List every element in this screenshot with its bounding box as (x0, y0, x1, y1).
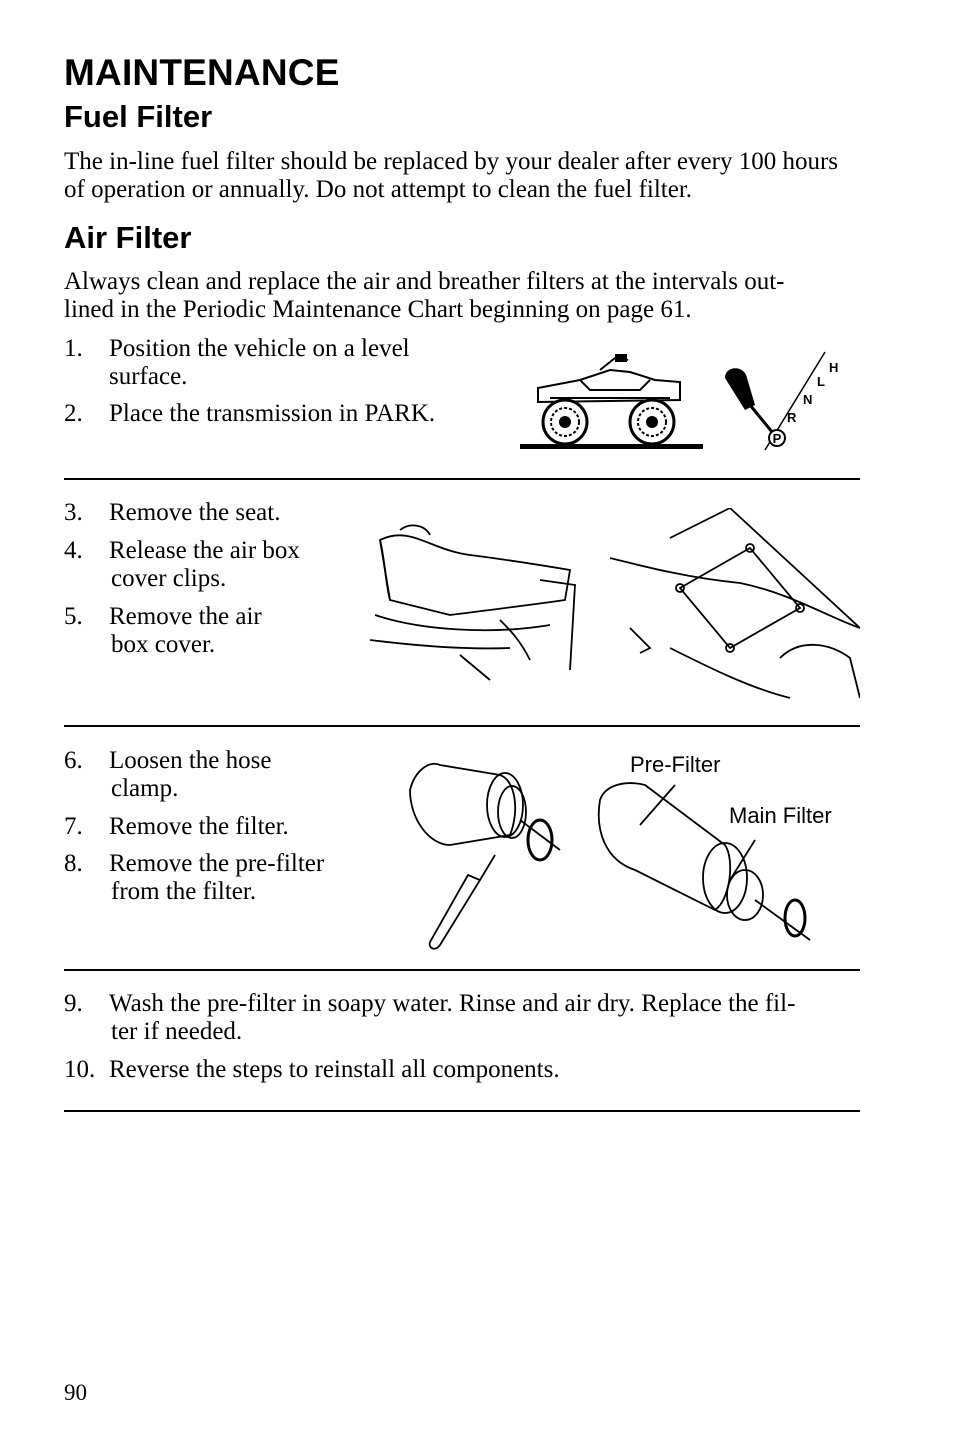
step-text: surface. (109, 363, 188, 390)
step-number: 4. (64, 537, 83, 564)
step-number: 10. (64, 1056, 96, 1083)
step-text: Remove the air (109, 603, 262, 630)
pre-filter-main-filter-illustration (585, 770, 815, 950)
step-number: 1. (64, 335, 83, 362)
step-text: box cover. (111, 631, 216, 658)
hose-clamp-screwdriver-illustration (400, 750, 570, 955)
air-filter-title: Air Filter (64, 220, 192, 255)
shifter-label-l: L (817, 374, 825, 389)
divider (64, 1110, 860, 1112)
air-filter-intro-line: lined in the Periodic Maintenance Chart beginning on page 61. (64, 296, 692, 323)
step-text: from the filter. (111, 878, 257, 905)
seat-removal-illustration (370, 520, 580, 685)
step-number: 5. (64, 603, 83, 630)
step-text: Place the transmission in PARK. (109, 400, 436, 427)
shifter-label-p: P (772, 431, 782, 446)
air-filter-intro-line: Always clean and replace the air and breather filters at the intervals out- (64, 268, 785, 295)
step-text: Reverse the steps to reinstall all components. (109, 1056, 560, 1083)
step-text: Release the air box (109, 537, 300, 564)
shifter-label-h: H (829, 360, 839, 375)
step-number: 3. (64, 499, 83, 526)
divider (64, 478, 860, 480)
shifter-label-n: N (803, 392, 813, 407)
step-number: 7. (64, 813, 83, 840)
fuel-filter-title: Fuel Filter (64, 99, 213, 134)
step-text: Remove the seat. (109, 499, 281, 526)
air-filter-intro (64, 268, 864, 324)
air-box-clips-illustration (610, 508, 860, 703)
step-text: Wash the pre-filter in soapy water. Rinse and air dry. Replace the fil- (109, 990, 796, 1017)
transmission-shifter-diagram (715, 350, 855, 455)
step-text: Remove the pre-filter (109, 850, 325, 877)
step-text: ter if needed. (111, 1018, 243, 1045)
divider (64, 969, 860, 971)
step-number: 2. (64, 400, 83, 427)
step-text: Position the vehicle on a level (109, 335, 410, 362)
atv-on-level-surface-illustration (520, 350, 705, 455)
step-number: 9. (64, 990, 83, 1017)
fuel-filter-text: The in-line fuel filter should be replaced by your dealer after every 100 hours of operation or annually. Do not attempt to clean the fuel filter. (64, 148, 838, 203)
step-text: Loosen the hose (109, 747, 272, 774)
main-filter-label: Main Filter (729, 803, 832, 828)
step-number: 8. (64, 850, 83, 877)
step-number: 6. (64, 747, 83, 774)
pre-filter-label: Pre-Filter (630, 752, 721, 777)
divider (64, 725, 860, 727)
step-text: cover clips. (111, 565, 227, 592)
shifter-label-r: R (787, 410, 797, 425)
step-text: clamp. (111, 775, 179, 802)
step-text: Remove the filter. (109, 813, 289, 840)
page-number: 90 (64, 1380, 87, 1405)
section-heading: MAINTENANCE (64, 52, 340, 93)
